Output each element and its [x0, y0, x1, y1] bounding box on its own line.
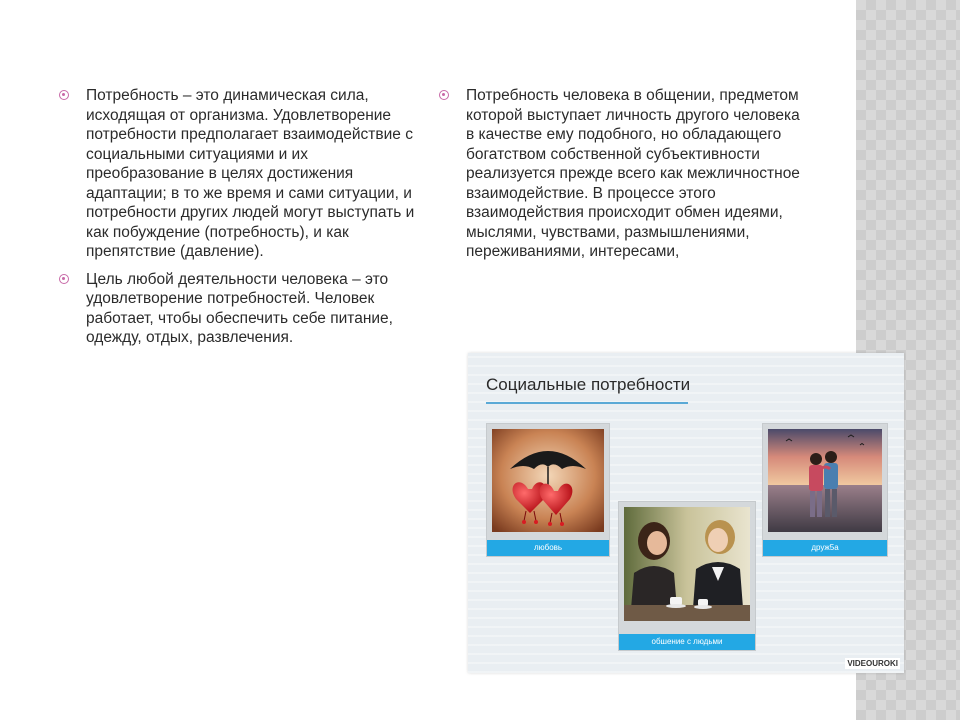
social-needs-slide-image	[468, 353, 904, 673]
bullet-text: Цель любой деятельности человека – это удовлетворение потребностей. Человек работает, чтобы обеспечить себе питание, одежду, отдых, развлечения.	[86, 270, 393, 346]
bullet-circle-icon	[439, 90, 449, 100]
communication-label: обшение с людьми	[619, 634, 755, 650]
love-card	[486, 423, 610, 557]
bullet-circle-icon	[59, 90, 69, 100]
bullet-item	[58, 270, 418, 348]
left-text-column	[58, 86, 418, 356]
friendship-picture	[768, 429, 882, 532]
communication-card	[618, 501, 756, 651]
friendship-card	[762, 423, 888, 557]
love-picture	[492, 429, 604, 532]
bullet-text: Потребность – это динамическая сила, исходящая от организма. Удовлетворение потребности предполагает взаимодействие с социальными ситуациями и их преобразование в целях достижения адаптации; в то же время и сами ситуации, и потребности других людей могут выступать и как побуждение (потребность), и как препятствие (давление).	[86, 87, 415, 260]
right-text-column	[438, 86, 808, 270]
slide-title: Социальные потребности	[486, 375, 691, 394]
bullet-circle-icon	[59, 274, 69, 284]
bullet-item	[58, 86, 418, 262]
bullet-text: Потребность человека в общении, предметом которой выступает личность другого человека в качестве ему подобного, но обладающего богатством собственной субъективности реализуется прежде всего как межличностное взаимодействие. В процессе этого взаимодействия происходит обмен идеями, мыслями, чувствами, размышлениями, переживаниями, интересами,	[466, 87, 800, 260]
love-label: любовь	[487, 540, 609, 556]
watermark-logo: VIDEOUROKI	[847, 659, 898, 668]
friendship-label: друж5а	[763, 540, 887, 556]
communication-picture	[624, 507, 750, 621]
title-underline	[486, 402, 688, 404]
bullet-item	[438, 86, 808, 262]
